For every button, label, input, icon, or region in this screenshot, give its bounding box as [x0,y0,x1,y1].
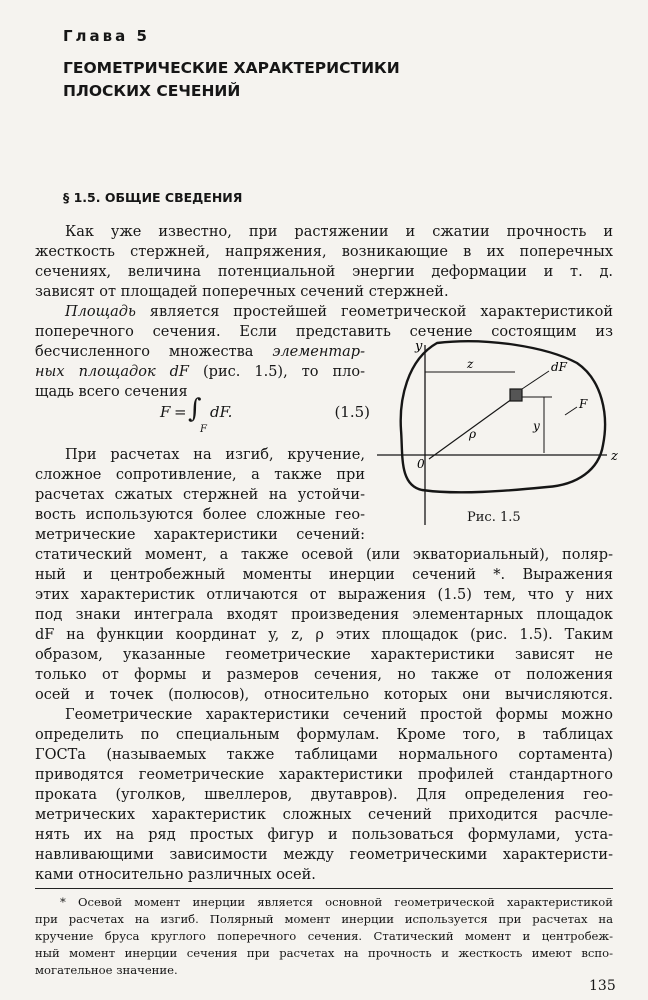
text-line: Геометрические характеристики сечений простой формы можно [65,707,613,723]
leader-dF [522,371,549,389]
text-line: расчетах сжатых стержней на устойчи- [35,487,365,503]
text-line: вость используются более сложные гео- [35,507,365,523]
text-span: бесчисленного множества [35,344,254,360]
footnote-line: могательное значение. [35,963,178,977]
formula-equals: = [174,403,187,421]
page-number: 135 [589,978,616,994]
formula-integrand: dF. [210,403,233,421]
text-line: под знаки интеграла входят произведения элементарных площадок [35,607,613,623]
text-line: сечениях, величина потенциальной энергии деформации и т. д. [35,264,613,280]
chapter-title-line: ГЕОМЕТРИЧЕСКИЕ ХАРАКТЕРИСТИКИ [63,59,400,77]
text-line [35,362,365,382]
text-line [35,342,365,362]
label-dF: dF [551,360,568,374]
text-line: ГОСТа (называемых также таблицами нормального сортамента) [35,747,613,763]
formula-1-5 [160,394,370,441]
text-line: статический момент, а также осевой (или экваториальный), поляр- [35,547,613,563]
element-dF [510,389,522,401]
text-line: щадь всего сечения [35,384,188,400]
term-elementary: ных площадок dF [35,364,189,380]
text-line: приводятся геометрические характеристики профилей стандартного [35,767,613,783]
text-line: поперечного сечения. Если представить сечение состоящим из [35,324,613,340]
figure-1-5 [377,335,627,535]
text-line: жесткость стержней, напряжения, возникающие в их поперечных [35,244,613,260]
text-line: метрических характеристик сложных сечений приходится расчле- [35,807,613,823]
label-F: F [579,397,588,411]
formula-subscript: F [200,424,207,435]
footnote-line: кручение бруса круглого поперечного сечения. Статический момент и центробеж- [35,929,613,943]
text-line: осей и точек (полюсов), относительно которых они вычисляются. [35,687,613,703]
chapter-label: Глава 5 [63,27,150,45]
text-line: ный и центробежный моменты инерции сечений *. Выражения [35,567,613,583]
text-line: dF на функции координат y, z, ρ этих площадок (рис. 1.5). Таким [35,627,613,643]
label-z-dimension: z [467,357,474,371]
text-line: этих характеристик отличаются от выражения (1.5) тем, что у них [35,587,613,603]
leader-F [565,407,577,415]
text-line: навливающими зависимости между геометрическими характеристи- [35,847,613,863]
text-line: метрические характеристики сечений: [35,527,365,543]
term-elementary: элементар- [272,344,365,360]
text-line: сложное сопротивление, а также при [35,467,365,483]
text-line: только от формы и размеров сечения, но также от положения [35,667,613,683]
footnote-line: * Осевой момент инерции является основной геометрической характеристикой [60,895,613,909]
label-y-axis: y [415,339,423,354]
footnote-line: при расчетах на изгиб. Полярный момент инерции используется при расчетах на [35,912,613,926]
chapter-title-line: ПЛОСКИХ СЕЧЕНИЙ [63,82,241,100]
text-line: образом, указанные геометрические характеристики зависят не [35,647,613,663]
label-y-dimension: y [533,419,540,433]
text-span: является простейшей геометрической характеристикой [149,304,614,320]
formula-number: (1.5) [334,403,370,421]
text-line: зависят от площадей поперечных сечений стержней. [35,284,449,300]
formula-lhs: F [160,403,171,421]
text-line: определить по специальным формулам. Кроме того, в таблицах [35,727,613,743]
text-line: Как уже известно, при растяжении и сжатии прочность и [65,224,613,240]
text-line: проката (уголков, швеллеров, двутавров). Для определения гео- [35,787,613,803]
label-origin: 0 [417,457,425,471]
label-rho: ρ [469,427,477,441]
footnote-line: ный момент инерции сечения при расчетах на прочность и жесткость имеют вспо- [35,946,613,960]
section-title: § 1.5. ОБЩИЕ СВЕДЕНИЯ [63,190,243,205]
text-line: ками относительно различных осей. [35,867,316,883]
chapter-title [63,57,583,103]
figure-caption: Рис. 1.5 [467,510,521,525]
text-line: При расчетах на изгиб, кручение, [65,447,365,463]
text-span: (рис. 1.5), то пло- [203,364,366,380]
text-line [65,302,613,322]
cross-section-outline [401,341,605,492]
term-area: Площадь [65,304,136,320]
footnote-rule [35,888,613,889]
text-line: нять их на ряд простых фигур и пользоваться формулами, уста- [35,827,613,843]
integral-icon: ∫ [188,394,202,424]
label-z-axis: z [611,449,618,464]
